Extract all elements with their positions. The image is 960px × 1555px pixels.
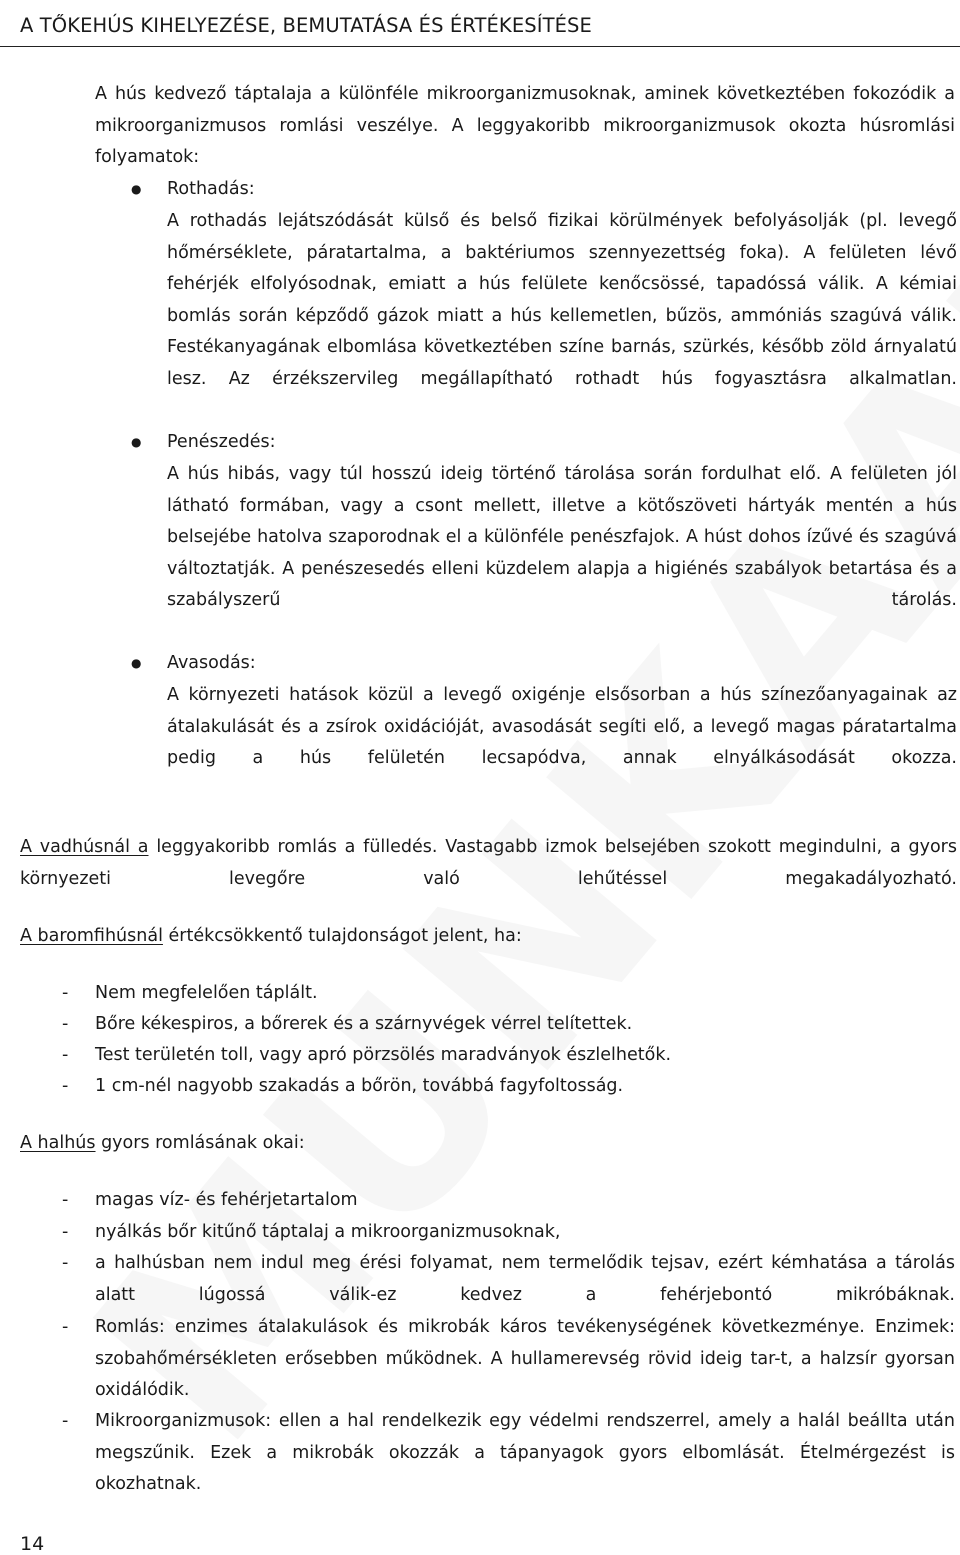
list-item: Test területén toll, vagy apró pörzsölés maradványok észlelhetők. [95, 1045, 672, 1065]
vadhus-lead: A vadhúsnál a [20, 837, 149, 857]
bullet-marker: ● [131, 656, 142, 670]
baromfi-text: értékcsökkentő tulajdonságot jelent, ha: [162, 926, 522, 946]
list-item: Mikroorganizmusok: ellen a hal rendelkezik egy védelmi rendszerrel, amely a halál beállta után megszűnik. Ezek a mikrobák okozzák a tápanyagok gyors elbomlását. Ételmérgezést is okozhatnak. [95, 1411, 955, 1495]
list-dash: - [62, 1222, 69, 1242]
list-item: Bőre kékespiros, a bőrerek és a szárnyvégek vérrel telítettek. [95, 1014, 633, 1034]
hal-paragraph [20, 1128, 957, 1160]
bullet-text-avasodas: A környezeti hatások közül a levegő oxigénje elsősorban a hús színezőanyagainak az átalakulását és a zsírok oxidációját, avasodását segíti elő, a levegő magas páratartalma pedig a hús felületén lecsapódva, annak elnyálkásodását okozza. [167, 685, 957, 769]
baromfi-paragraph [20, 921, 957, 953]
vadhus-paragraph [20, 832, 957, 895]
page-header: A TŐKEHÚS KIHELYEZÉSE, BEMUTATÁSA ÉS ÉRTÉKESÍTÉSE [20, 14, 592, 37]
bullet-text-peneszedes: A hús hibás, vagy túl hosszú ideig történő tárolása során fordulhat elő. A felületen jól látható formában, vagy a csont mellett, illetve a kötőszöveti hártyák mentén a hús belsejébe hatolva szaporodnak el a különféle penészfajok. A húst dohos ízűvé és szagúvá változtatják. A penészesedés elleni küzdelem alapja a higiénés szabályok betartása és a szabályszerű tárolás. [167, 464, 957, 611]
list-item: 1 cm-nél nagyobb szakadás a bőrön, továbbá fagyfoltosság. [95, 1076, 624, 1096]
hal-lead: A halhús [20, 1133, 96, 1153]
list-dash: - [62, 1045, 69, 1065]
intro-paragraph: A hús kedvező táptalaja a különféle mikroorganizmusoknak, aminek következtében fokozódik a mikroorganizmusos romlási veszélye. A leggyakoribb mikroorganizmusok okozta húsromlási folyamatok: [95, 84, 955, 168]
list-dash: - [62, 1411, 69, 1431]
vadhus-text: leggyakoribb romlás a fülledés. Vastagabb izmok belsejében szokott megindulni, a gyors környezeti levegőre való lehűtéssel megakadályozható. [20, 837, 957, 889]
list-dash: - [62, 1253, 69, 1273]
list-dash: - [62, 1317, 69, 1337]
list-item: Romlás: enzimes átalakulások és mikrobák káros tevékenységének következménye. Enzimek: szobahőmérsékleten erősebben működnek. A hullamerevség rövid ideig tar-t, a halzsír gyorsan oxidálódik. [95, 1317, 955, 1401]
list-item: nyálkás bőr kitűnő táptalaj a mikroorganizmusoknak, [95, 1222, 561, 1242]
list-dash: - [62, 983, 69, 1003]
bullet-marker: ● [131, 182, 142, 196]
bullet-title-peneszedes: Penészedés: [167, 432, 276, 452]
list-dash: - [62, 1076, 69, 1096]
bullet-text-rothadas: A rothadás lejátszódását külső és belső fizikai körülmények befolyásolják (pl. levegő hőmérséklete, páratartalma, a baktériumos szennyezettség foka). A felületen lévő fehérjék elfolyósodnak, emiatt a hús felülete kenőcsössé, tapadóssá válik. A kémiai bomlás során képződő gázok miatt a hús kellemetlen, bűzös, ammóniás szagúvá válik. Festékanyagának elbomlása következtében színe barnás, szürkés, később zöld árnyalatú lesz. Az érzékszervileg megállapítható rothadt hús fogyasztásra alkalmatlan. [167, 211, 957, 389]
list-dash: - [62, 1190, 69, 1210]
bullet-title-rothadas: Rothadás: [167, 179, 255, 199]
baromfi-lead: A baromfihúsnál [20, 926, 163, 946]
bullet-title-avasodas: Avasodás: [167, 653, 256, 673]
list-item: a halhúsban nem indul meg érési folyamat, nem termelődik tejsav, ezért kémhatása a tárolás alatt lúgossá válik-ez kedvez a fehérjebontó mikróbáknak. [95, 1253, 955, 1305]
list-dash: - [62, 1014, 69, 1034]
list-item: Nem megfelelően táplált. [95, 983, 318, 1003]
hal-text: gyors romlásának okai: [95, 1133, 305, 1153]
page-number: 14 [20, 1533, 45, 1555]
list-item: magas víz- és fehérjetartalom [95, 1190, 358, 1210]
bullet-marker: ● [131, 435, 142, 449]
